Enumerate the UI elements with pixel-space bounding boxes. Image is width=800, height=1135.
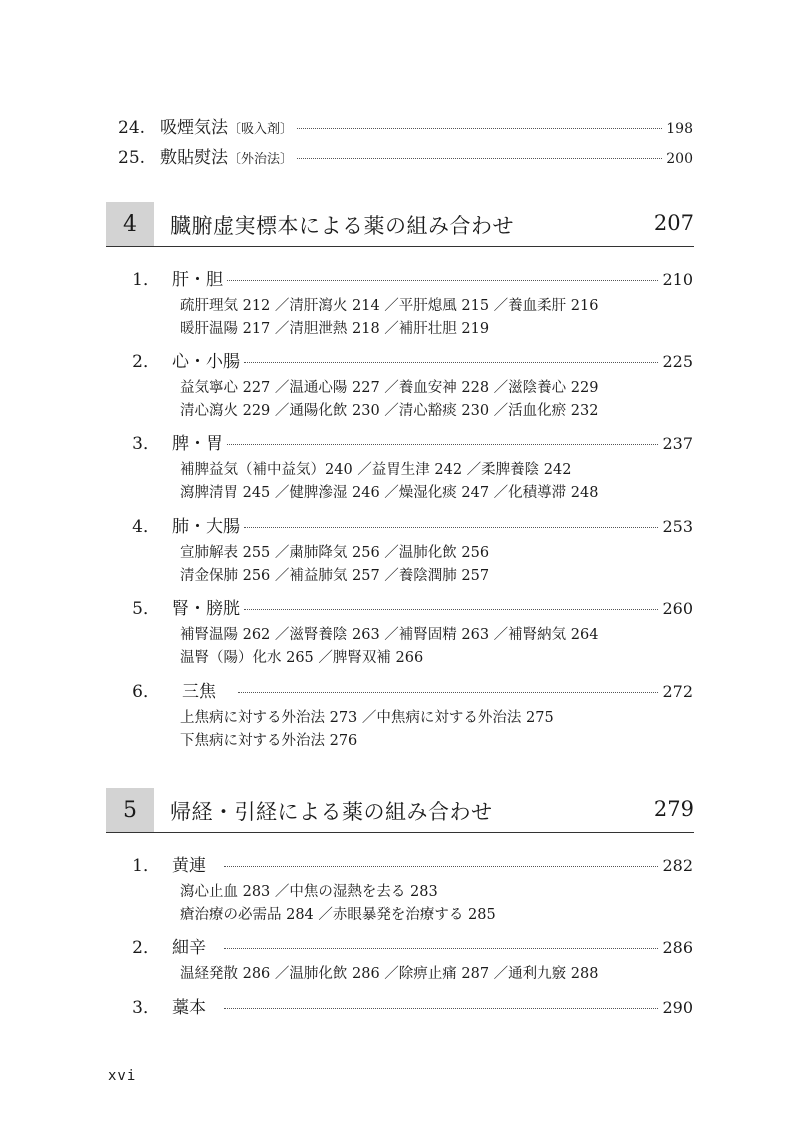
entry-number: 24. — [118, 118, 146, 138]
entry-page: 198 — [666, 121, 693, 137]
section-number: 5． — [132, 599, 160, 619]
page-folio: xvi — [108, 1068, 137, 1084]
section-number: 1． — [132, 270, 160, 290]
entry-subtitle: 〔外治法〕 — [228, 152, 294, 167]
section-4-5[interactable] — [118, 594, 693, 619]
dot-leader — [297, 128, 662, 129]
chapter-title: 帰経・引経による薬の組み合わせ — [170, 800, 493, 824]
section-5-3[interactable] — [118, 993, 693, 1018]
subentry-line: 宣肺解表 255 ／粛肺降気 256 ／温肺化飲 256 — [180, 545, 490, 561]
section-title: 肺・大腸 — [172, 517, 240, 537]
section-title: 細辛 — [172, 938, 206, 958]
dot-leader — [224, 948, 658, 949]
section-page: 286 — [662, 938, 693, 957]
subentry-line: 疏肝理気 212 ／清肝瀉火 214 ／平肝熄風 215 ／養血柔肝 216 — [180, 298, 599, 314]
toc-entry-25[interactable] — [118, 143, 693, 168]
subentry-line: 補腎温陽 262 ／滋腎養陰 263 ／補腎固精 263 ／補腎納気 264 — [180, 627, 599, 643]
subentry-line: 瘡治療の必需品 284 ／赤眼暴発を治療する 285 — [180, 907, 496, 923]
chapter-page: 279 — [653, 797, 694, 821]
section-4-6[interactable] — [118, 677, 693, 702]
section-4-3[interactable] — [118, 429, 693, 454]
chapter-4-heading[interactable] — [106, 202, 694, 247]
entry-title: 吸煙気法 — [160, 118, 228, 138]
section-page: 290 — [662, 998, 693, 1017]
section-page: 237 — [662, 434, 693, 453]
section-title: 三焦 — [182, 682, 216, 702]
section-page: 260 — [662, 599, 693, 618]
entry-title: 敷貼熨法 — [160, 148, 228, 168]
section-5-1[interactable] — [118, 851, 693, 876]
section-title: 藁本 — [172, 998, 206, 1018]
section-number: 2． — [132, 352, 160, 372]
section-4-2[interactable] — [118, 347, 693, 372]
subentry-line: 温経発散 286 ／温肺化飲 286 ／除痹止痛 287 ／通利九竅 288 — [180, 966, 599, 982]
chapter-number: 5 — [106, 788, 154, 832]
toc-entry-24[interactable] — [118, 113, 693, 138]
dot-leader — [227, 280, 658, 281]
subentry-line: 暖肝温陽 217 ／清胆泄熱 218 ／補肝壮胆 219 — [180, 321, 490, 337]
chapter-5-heading[interactable] — [106, 788, 694, 833]
chapter-number: 4 — [106, 202, 154, 246]
section-title: 脾・胃 — [172, 434, 223, 454]
section-number: 3． — [132, 998, 160, 1018]
section-number: 3． — [132, 434, 160, 454]
section-number: 1． — [132, 856, 160, 876]
section-5-2[interactable] — [118, 933, 693, 958]
subentry-line: 瀉脾清胃 245 ／健脾滲湿 246 ／燥湿化痰 247 ／化積導滞 248 — [180, 485, 599, 501]
dot-leader — [224, 866, 658, 867]
section-number: 2． — [132, 938, 160, 958]
section-page: 225 — [662, 352, 693, 371]
entry-number: 25. — [118, 148, 146, 168]
section-page: 272 — [662, 682, 693, 701]
subentry-line: 益気寧心 227 ／温通心陽 227 ／養血安神 228 ／滋陰養心 229 — [180, 380, 599, 396]
section-title: 肝・胆 — [172, 270, 223, 290]
dot-leader — [244, 362, 658, 363]
subentry-line: 上焦病に対する外治法 273 ／中焦病に対する外治法 275 — [180, 710, 554, 726]
section-number: 6． — [132, 682, 160, 702]
dot-leader — [244, 527, 658, 528]
subentry-line: 清金保肺 256 ／補益肺気 257 ／養陰潤肺 257 — [180, 568, 490, 584]
section-4-1[interactable] — [118, 265, 693, 290]
section-title: 腎・膀胱 — [172, 599, 240, 619]
dot-leader — [227, 444, 658, 445]
dot-leader — [244, 609, 658, 610]
section-title: 心・小腸 — [172, 352, 240, 372]
section-number: 4． — [132, 517, 160, 537]
section-page: 282 — [662, 856, 693, 875]
section-4-4[interactable] — [118, 512, 693, 537]
entry-subtitle: 〔吸入剤〕 — [228, 122, 294, 137]
subentry-line: 清心瀉火 229 ／通陽化飲 230 ／清心豁痰 230 ／活血化瘀 232 — [180, 403, 599, 419]
subentry-line: 温腎（陽）化水 265 ／脾腎双補 266 — [180, 650, 424, 666]
chapter-page: 207 — [653, 211, 694, 235]
chapter-title: 臓腑虚実標本による薬の組み合わせ — [170, 214, 514, 238]
subentry-line: 下焦病に対する外治法 276 — [180, 733, 358, 749]
subentry-line: 瀉心止血 283 ／中焦の湿熱を去る 283 — [180, 884, 438, 900]
entry-page: 200 — [666, 151, 693, 167]
subentry-line: 補脾益気（補中益気）240 ／益胃生津 242 ／柔脾養陰 242 — [180, 462, 572, 478]
section-page: 210 — [662, 270, 693, 289]
section-title: 黄連 — [172, 856, 206, 876]
dot-leader — [224, 1008, 658, 1009]
dot-leader — [297, 158, 662, 159]
section-page: 253 — [662, 517, 693, 536]
dot-leader — [238, 692, 658, 693]
